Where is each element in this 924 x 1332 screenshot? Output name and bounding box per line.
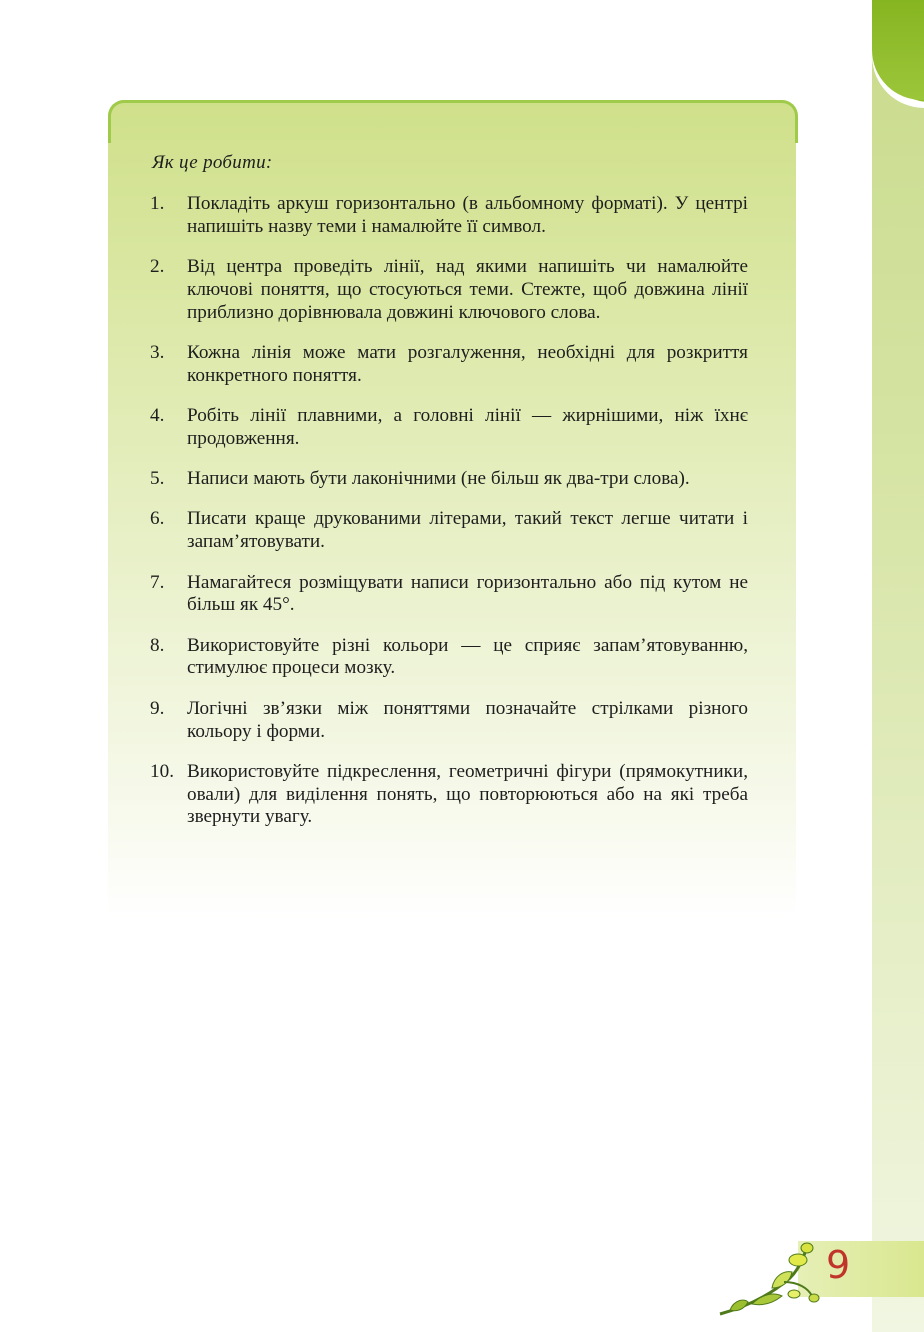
item-number: 8. [150,634,165,656]
item-number: 2. [150,256,165,278]
item-number: 5. [150,468,165,490]
list-item [150,508,748,554]
item-text: Написи мають бути лаконічними (не більш як два-три слова). [187,468,690,490]
content-panel-border [108,100,798,143]
list-item [150,468,748,491]
item-text: Використовуйте різні кольори — це сприяє запам’ятовуванню, стимулює процеси мозку. [187,634,748,679]
item-number: 4. [150,405,165,427]
section-heading: Як це робити: [152,152,273,173]
item-text: Логічні зв’язки між поняттями позначайте стрілками різного кольору і форми. [187,697,748,742]
item-text: Писати краще друкованими літерами, такий текст легше читати і запам’ятовувати. [187,508,748,553]
instruction-list [150,193,748,847]
item-number: 1. [150,193,165,214]
item-number: 9. [150,697,165,719]
item-number: 10. [150,760,174,782]
list-item [150,256,748,324]
item-text: Використовуйте підкреслення, геометричні фігури (прямокутники, овали) для виділення понять, що повторюються або на які треба звернути увагу. [187,760,748,828]
item-text: Робіть лінії плавними, а головні лінії — жирнішими, ніж їхнє продовження. [187,405,748,449]
list-item [150,761,748,829]
item-text: Покладіть аркуш горизонтально (в альбомному форматі). У центрі напишіть назву теми і намалюйте її символ. [187,193,748,237]
item-text: Кожна лінія може мати розгалуження, необхідні для розкриття конкретного поняття. [187,341,748,386]
list-item [150,635,748,681]
item-number: 6. [150,508,165,530]
leaf-vine-icon [712,1238,832,1320]
list-item [150,572,748,618]
item-number: 3. [150,341,165,363]
list-item [150,698,748,744]
list-item [150,405,748,451]
item-text: Від центра проведіть лінії, над якими напишіть чи намалюйте ключові поняття, що стосуються теми. Стежте, щоб довжина лінії приблизно дорівнювала довжині ключового слова. [187,256,748,323]
list-item [150,193,748,239]
item-text: Намагайтеся розміщувати написи горизонтально або під кутом не більш як 45°. [187,571,748,616]
list-item [150,342,748,388]
item-number: 7. [150,571,165,593]
page-number: 9 [826,1243,851,1287]
side-decor-strip [872,0,924,1332]
